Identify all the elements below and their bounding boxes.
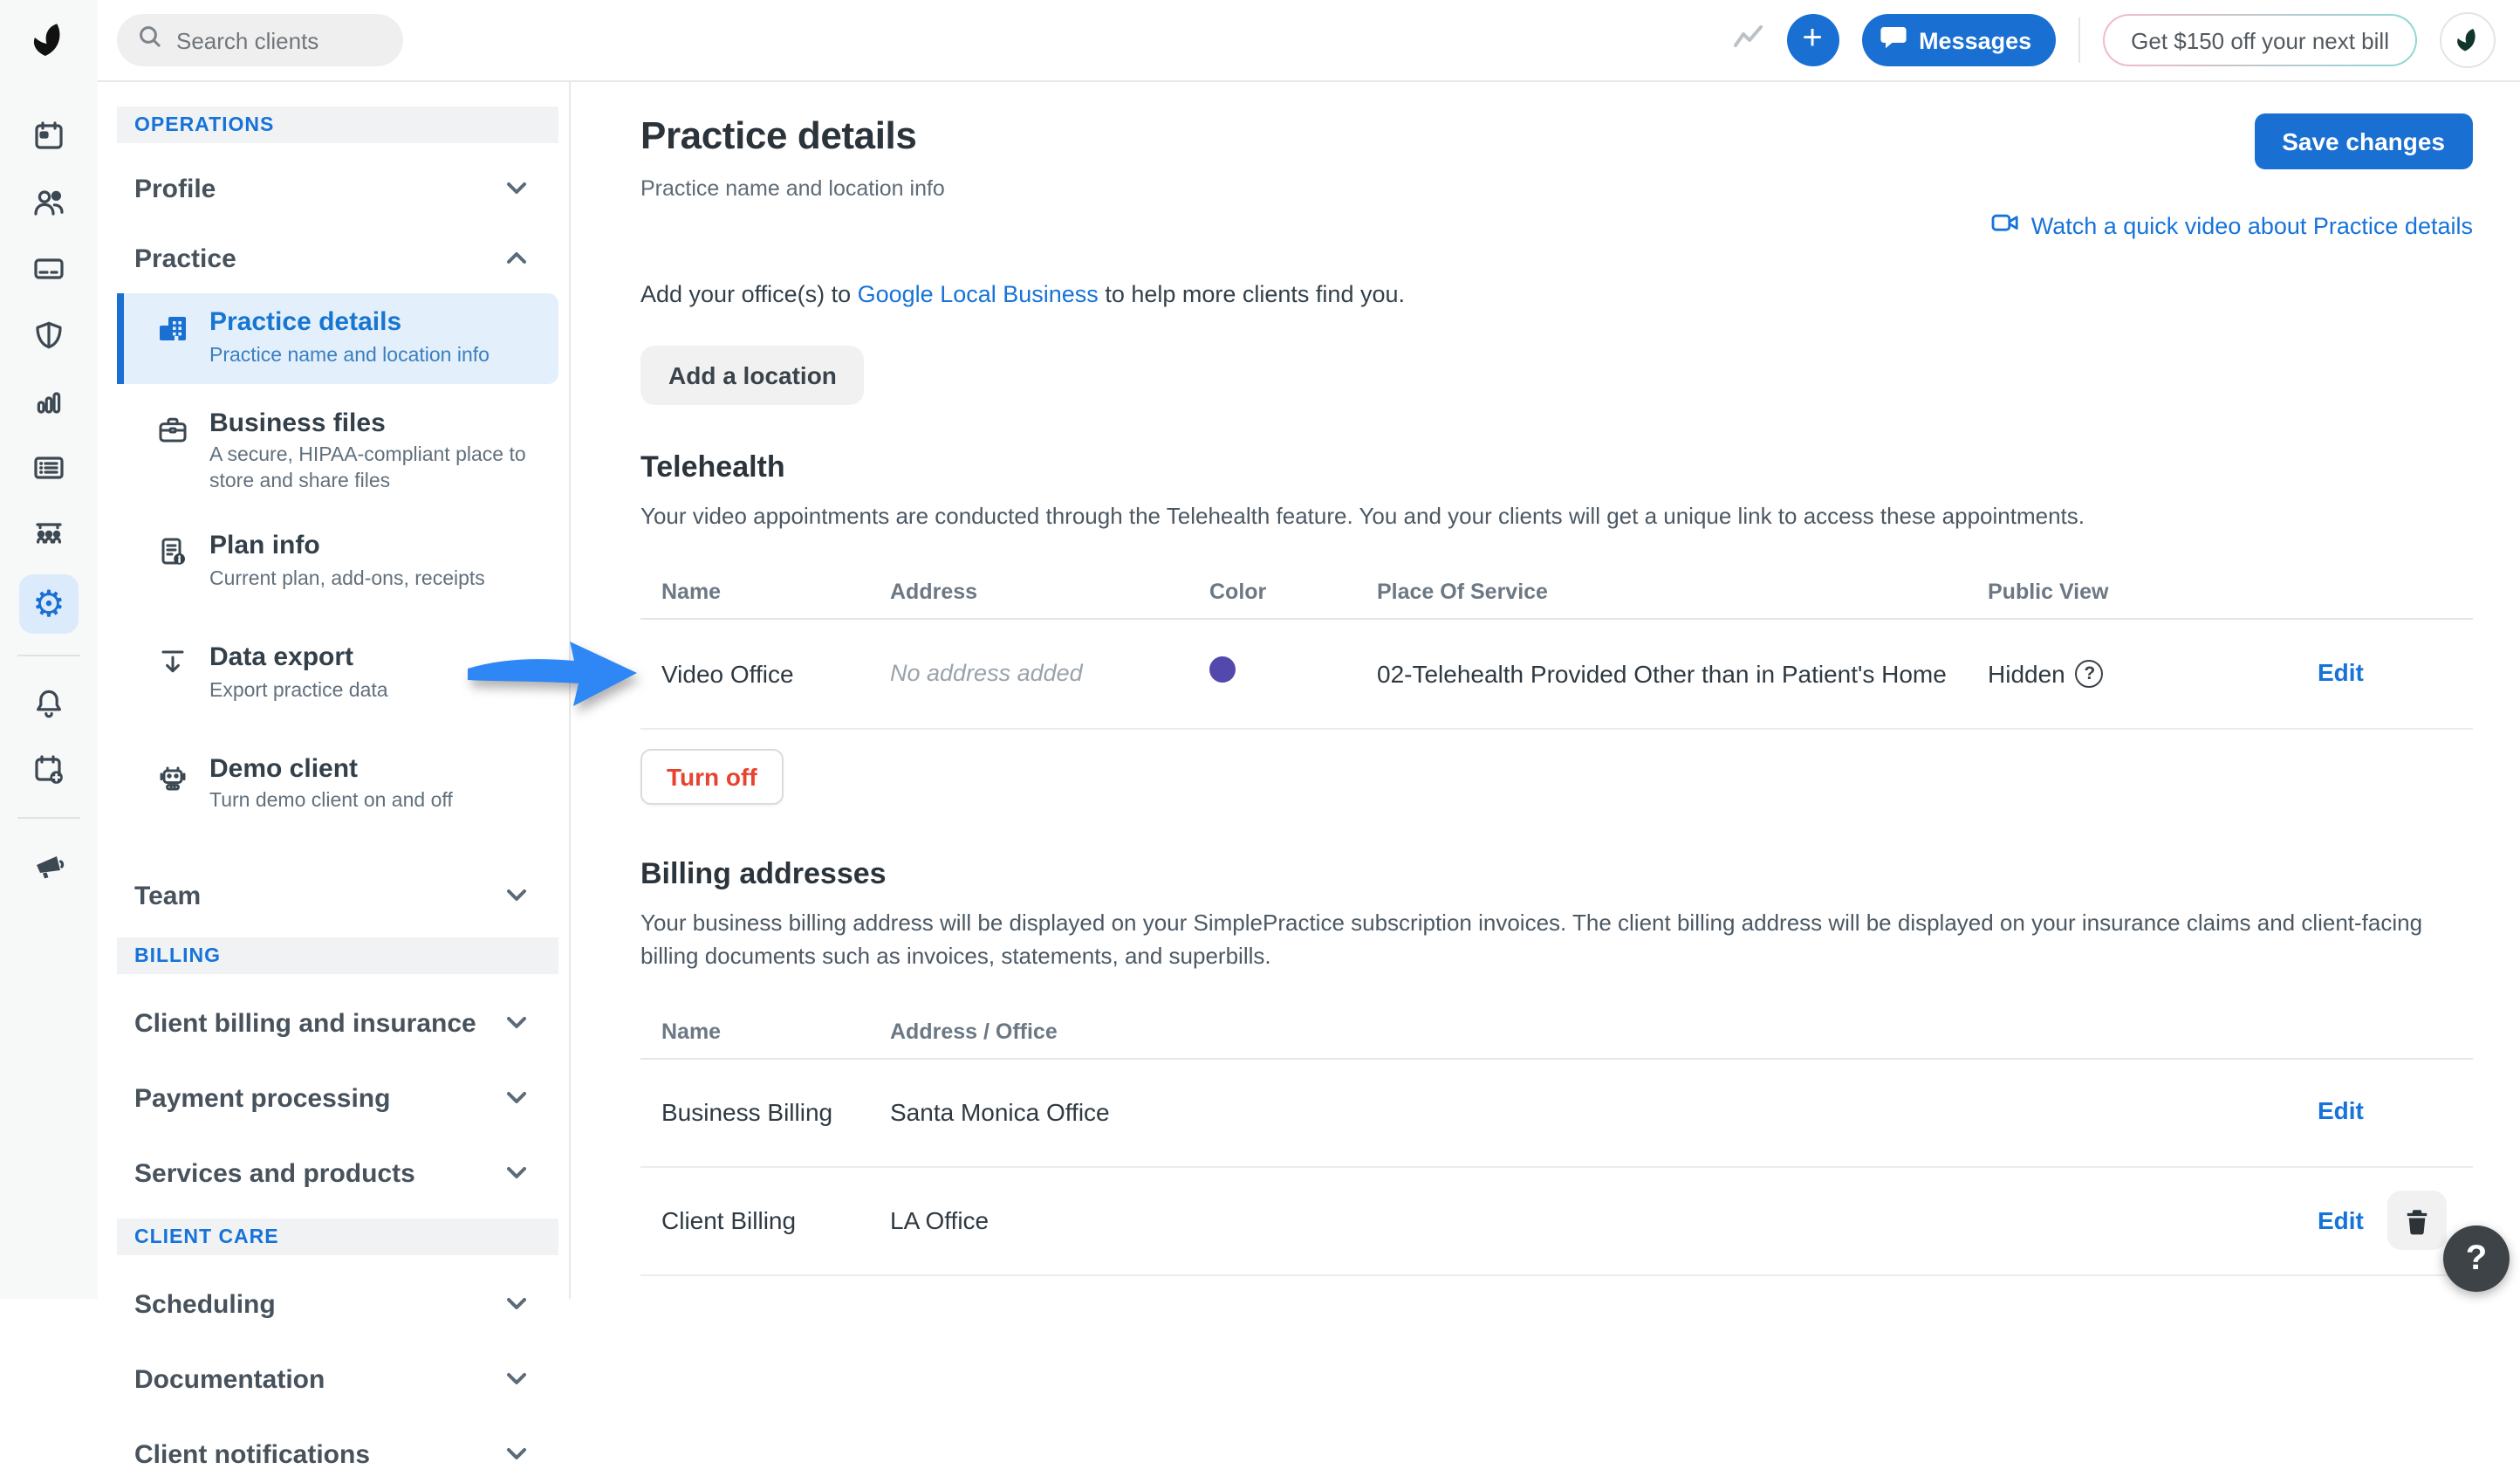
plan-info-sublabel: Current plan, add-ons, receipts xyxy=(209,569,485,591)
office-address-cell: No address added xyxy=(890,660,1083,687)
scheduling-label: Scheduling xyxy=(134,1289,276,1320)
plus-glyph: + xyxy=(1802,19,1823,58)
telehealth-section-title: Telehealth xyxy=(640,450,785,484)
client-care-header-label: CLIENT CARE xyxy=(134,1226,279,1248)
sidebar-item-data-export[interactable] xyxy=(98,628,569,718)
sidebar-item-practice-details[interactable] xyxy=(117,293,558,383)
page-subtitle: Practice name and location info xyxy=(640,176,945,201)
simplepractice-logo-icon xyxy=(26,17,72,72)
sidebar-header-operations xyxy=(117,106,558,143)
demo-client-label: Demo client xyxy=(209,753,359,784)
services-products-label: Services and products xyxy=(134,1158,415,1189)
client-notifications-label: Client notifications xyxy=(134,1439,370,1470)
col-name: Name xyxy=(661,1019,722,1044)
billing-table-header xyxy=(640,1005,2473,1059)
save-changes-button[interactable]: Save changes xyxy=(2254,113,2473,169)
sidebar-item-practice[interactable] xyxy=(98,237,569,279)
rail-notes-icon[interactable] xyxy=(19,442,79,494)
billing-addresses-description: Your business billing address will be displayed on your SimplePractice subscription invoices. The client billing address will be displayed on your insurance claims and client-facing billing documents such as invoices, statements, and superbills. xyxy=(640,909,2423,969)
office-color-swatch xyxy=(1209,656,1236,683)
watch-video-link[interactable] xyxy=(1991,211,2473,239)
search-placeholder: Search clients xyxy=(176,27,319,53)
turn-off-button[interactable]: Turn off xyxy=(640,749,784,805)
plan-info-label: Plan info xyxy=(209,531,320,561)
topbar-divider xyxy=(2078,17,2080,63)
download-icon xyxy=(154,642,192,681)
sentence-prefix: Add your office(s) to xyxy=(640,281,858,307)
video-camera-icon xyxy=(1991,211,2019,239)
promo-label: Get $150 off your next bill xyxy=(2131,27,2389,53)
col-place-of-service: Place Of Service xyxy=(1377,579,1548,604)
main-content xyxy=(571,82,2520,1299)
rail-calendar-add-icon[interactable] xyxy=(19,744,79,796)
operations-header-label: OPERATIONS xyxy=(134,114,275,135)
create-new-button[interactable] xyxy=(1786,14,1839,66)
chevron-down-icon xyxy=(506,1439,527,1471)
rail-settings-gear-icon[interactable] xyxy=(19,574,79,634)
practice-label: Practice xyxy=(134,244,236,273)
search-icon xyxy=(138,24,162,57)
robot-icon xyxy=(154,753,192,792)
sidebar-item-business-files[interactable] xyxy=(98,394,569,510)
billing-addresses-section-title: Billing addresses xyxy=(640,856,887,890)
public-view-cell: Hidden xyxy=(1988,659,2065,688)
demo-client-sublabel: Turn demo client on and off xyxy=(209,791,453,813)
col-name: Name xyxy=(661,579,722,604)
sidebar-item-services-products[interactable] xyxy=(98,1153,569,1195)
settings-sidebar xyxy=(98,82,571,1470)
telehealth-description: Your video appointments are conducted through the Telehealth feature. You and your clients will get a unique link to access these appointments. xyxy=(640,503,2085,529)
building-icon xyxy=(154,307,192,346)
google-local-business-sentence xyxy=(640,281,2473,307)
question-mark-glyph: ? xyxy=(2465,1239,2488,1277)
team-label: Team xyxy=(134,881,202,911)
practice-details-label: Practice details xyxy=(209,307,402,337)
sidebar-item-scheduling[interactable] xyxy=(98,1284,569,1326)
rail-analytics-icon[interactable] xyxy=(19,375,79,428)
rail-insurance-shield-icon[interactable] xyxy=(19,309,79,361)
billing-row-client xyxy=(640,1167,2473,1275)
billing-name-cell: Business Billing xyxy=(661,1098,833,1127)
chevron-down-icon xyxy=(506,1158,527,1190)
sidebar-item-client-notifications[interactable] xyxy=(98,1434,569,1476)
rail-classroom-icon[interactable] xyxy=(19,508,79,560)
telehealth-table-row xyxy=(640,620,2473,730)
business-files-label: Business files xyxy=(209,408,386,438)
content-row xyxy=(98,82,2520,1470)
gear-glyph: ⚙ xyxy=(32,584,65,624)
add-location-button[interactable]: Add a location xyxy=(640,346,865,405)
practice-details-sublabel: Practice name and location info xyxy=(209,345,490,367)
rail-calendar-icon[interactable] xyxy=(19,110,79,162)
sidebar-item-client-billing-insurance[interactable] xyxy=(98,1003,569,1045)
right-column xyxy=(98,0,2520,1470)
chevron-down-icon xyxy=(506,1289,527,1321)
client-billing-edit-link[interactable]: Edit xyxy=(2318,1206,2364,1235)
rail-billing-card-icon[interactable] xyxy=(19,243,79,295)
profile-label: Profile xyxy=(134,174,216,203)
page-title: Practice details xyxy=(640,113,917,157)
chevron-down-icon xyxy=(506,881,527,912)
sidebar-item-plan-info[interactable] xyxy=(98,518,569,608)
search-input[interactable] xyxy=(117,14,403,66)
telehealth-edit-link[interactable]: Edit xyxy=(2318,657,2364,686)
data-export-label: Data export xyxy=(209,642,354,672)
icon-rail xyxy=(0,0,98,1299)
payment-processing-label: Payment processing xyxy=(134,1083,391,1114)
business-billing-edit-link[interactable]: Edit xyxy=(2318,1096,2364,1125)
messages-label: Messages xyxy=(1919,27,2032,53)
col-address: Address xyxy=(890,579,978,604)
avatar-leaf-icon xyxy=(2452,24,2483,56)
billing-office-cell: LA Office xyxy=(890,1206,990,1235)
place-of-service-cell: 02-Telehealth Provided Other than in Patient's Home xyxy=(1377,659,1947,688)
telehealth-table-header xyxy=(640,566,2473,620)
help-fab-button[interactable] xyxy=(2443,1225,2510,1292)
watch-video-label: Watch a quick video about Practice details xyxy=(2030,212,2473,238)
help-circle-icon[interactable]: ? xyxy=(2076,660,2104,688)
client-billing-insurance-label: Client billing and insurance xyxy=(134,1008,476,1039)
briefcase-icon xyxy=(154,408,192,446)
billing-row-business xyxy=(640,1059,2473,1167)
documentation-label: Documentation xyxy=(134,1364,325,1395)
data-export-sublabel: Export practice data xyxy=(209,680,388,702)
plan-document-icon xyxy=(154,532,192,570)
trending-icon[interactable] xyxy=(1732,24,1763,57)
rail-divider xyxy=(17,655,80,656)
sidebar-item-demo-client[interactable] xyxy=(98,739,569,829)
chevron-down-icon xyxy=(506,1364,527,1396)
office-name-cell: Video Office xyxy=(661,659,794,688)
google-local-business-link[interactable]: Google Local Business xyxy=(857,281,1099,307)
chevron-up-icon xyxy=(506,243,527,274)
chevron-down-icon xyxy=(506,173,527,204)
sentence-suffix: to help more clients find you. xyxy=(1098,281,1405,307)
delete-billing-address-button[interactable] xyxy=(2388,1191,2448,1250)
rail-clients-icon[interactable] xyxy=(19,176,79,229)
sidebar-item-team[interactable] xyxy=(98,875,569,917)
messages-button[interactable] xyxy=(1861,14,2056,66)
chevron-down-icon xyxy=(506,1008,527,1040)
billing-header-label: BILLING xyxy=(134,945,221,967)
promo-button[interactable] xyxy=(2103,14,2417,66)
col-address-office: Address / Office xyxy=(890,1019,1058,1044)
rail-notifications-bell-icon[interactable] xyxy=(19,677,79,730)
rail-divider xyxy=(17,817,80,819)
business-files-sublabel: A secure, HIPAA-compliant place to store and share files xyxy=(209,445,526,493)
sidebar-header-client-care xyxy=(117,1219,558,1256)
sidebar-item-documentation[interactable] xyxy=(98,1359,569,1401)
account-avatar[interactable] xyxy=(2440,12,2496,68)
col-public-view: Public View xyxy=(1988,579,2109,604)
chevron-down-icon xyxy=(506,1083,527,1115)
topbar-actions xyxy=(1732,12,2496,68)
sidebar-item-profile[interactable] xyxy=(98,168,569,209)
billing-office-cell: Santa Monica Office xyxy=(890,1098,1110,1127)
trash-icon xyxy=(2404,1205,2432,1235)
rail-announcements-megaphone-icon[interactable] xyxy=(19,840,79,892)
sidebar-item-payment-processing[interactable] xyxy=(98,1078,569,1120)
col-color: Color xyxy=(1209,579,1267,604)
chat-icon xyxy=(1879,24,1907,56)
topbar xyxy=(98,0,2520,82)
sidebar-header-billing xyxy=(117,938,558,975)
billing-name-cell: Client Billing xyxy=(661,1206,797,1235)
